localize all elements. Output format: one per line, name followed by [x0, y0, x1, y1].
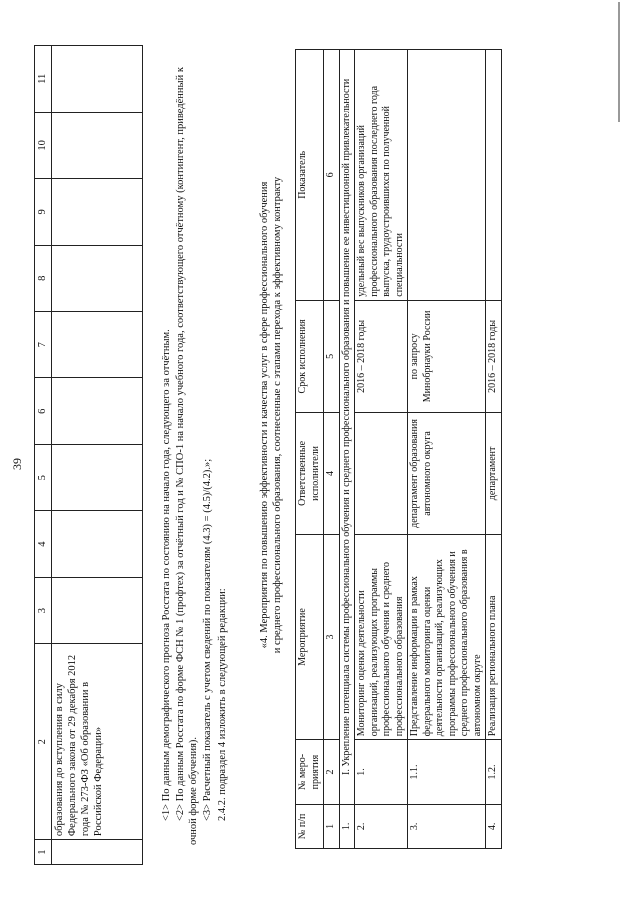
table-cell [52, 378, 143, 444]
table-row [486, 50, 502, 849]
column-number: 4 [324, 413, 340, 535]
header-cell: 3 [35, 577, 52, 643]
header-cell: 6 [35, 378, 52, 444]
row-number: 1. [339, 804, 355, 848]
measure-number: 1.1. [408, 740, 486, 805]
measure-number: 1.2. [486, 740, 502, 805]
header-cell: 4 [35, 511, 52, 577]
executor-text: департамент [486, 413, 502, 535]
column-number: 3 [324, 534, 340, 739]
table-row [355, 50, 408, 849]
column-number: 5 [324, 300, 340, 412]
section-heading [258, 25, 284, 805]
footnote-1: <1> По данным демографического прогноза Росстата по состоянию на начало года, следующего за отчётным. [161, 329, 172, 821]
heading-line-2: и среднего профессионального образования, соотнесенные с этапами перехода к эффективному контракту [272, 176, 284, 654]
measures-table [295, 49, 502, 849]
term-text: 2016 – 2018 годы [355, 300, 408, 412]
col-header-executors: Ответственные исполнители [296, 413, 324, 535]
section-row [339, 50, 355, 849]
executor-text [355, 413, 408, 535]
column-number: 2 [324, 740, 340, 805]
col-header-indicator: Показатель [296, 50, 324, 301]
measure-text: Реализация регионального плана [486, 534, 502, 739]
row-number: 3. [408, 804, 486, 848]
executor-text: департамент образования автономного округа [408, 413, 486, 535]
measure-number: 1. [355, 740, 408, 805]
column-number-row [324, 50, 340, 849]
col-header-number: № п/п [296, 804, 324, 848]
column-number: 1 [324, 804, 340, 848]
col-header-measure: Мероприятие [296, 534, 324, 739]
header-cell: 1 [35, 840, 52, 865]
indicator-text [486, 50, 502, 301]
header-cell: 8 [35, 245, 52, 311]
indicator-text: удельный вес выпускников организаций профессионального образования последнего года выпуска, трудоустроившихся по полученной специальности [355, 50, 408, 301]
header-cell: 2 [35, 644, 52, 840]
indicator-text [408, 50, 486, 301]
measure-text: Мониторинг оценки деятельности организаций, реализующих программы профессионального обучения и среднего профессионального образования [355, 534, 408, 739]
table-header-row [35, 46, 52, 865]
table-cell [52, 312, 143, 378]
col-header-term: Срок исполнения [296, 300, 324, 412]
table-cell [52, 444, 143, 510]
table-header-row [296, 50, 324, 849]
table-cell [52, 46, 143, 113]
continued-text-cell: образования до вступления в силу Федерального закона от 29 декабря 2012 года № 273-ФЗ «Об образовании в Российской Федерации» [52, 644, 143, 840]
table-cell [52, 179, 143, 245]
col-header-measure-number: № меро-приятия [296, 740, 324, 805]
row-number: 4. [486, 804, 502, 848]
page-number: 39 [10, 458, 24, 470]
continued-table [34, 45, 143, 865]
measure-text: Представление информации в рамках федерального мониторинга оценки деятельности организаций, реализующих программы профессионального обучения и среднего профессионального образования в автономном округе [408, 534, 486, 739]
header-cell: 7 [35, 312, 52, 378]
footnote-2: <2> По данным Росстата по форме ФСН № 1 (профтех) за отчётный год и № СПО-1 на начало учебного года, соответствующего отчётному (контингент, приведённый к очной форме обучения). [175, 67, 200, 845]
footnotes [160, 45, 230, 845]
row-number: 2. [355, 804, 408, 848]
header-cell: 9 [35, 179, 52, 245]
table-cell [52, 245, 143, 311]
footnote-3: <3> Расчетный показатель с учетом сведений по показателям (4.3) = (4.5)/(4.2).»; [202, 458, 214, 821]
table-row [52, 46, 143, 865]
column-number: 6 [324, 50, 340, 301]
table-cell [52, 840, 143, 865]
table-cell [52, 112, 143, 179]
heading-line-1: «4. Мероприятия по повышению эффективности и качества услуг в сфере профессионального обучения [259, 181, 270, 649]
term-text: 2016 – 2018 годы [486, 300, 502, 412]
header-cell: 11 [35, 46, 52, 113]
table-cell [52, 577, 143, 643]
table-row [408, 50, 486, 849]
section-title: I. Укрепление потенциала системы профессионального обучения и среднего профессионального образования и повышение ее инвестиционной привлекательности [339, 50, 355, 805]
amendment-line: 2.4.2. подраздел 4 изложить в следующей редакции: [216, 588, 228, 821]
term-text: по запросу Минобрнауки России [408, 300, 486, 412]
header-cell: 5 [35, 444, 52, 510]
table-cell [52, 511, 143, 577]
header-cell: 10 [35, 112, 52, 179]
